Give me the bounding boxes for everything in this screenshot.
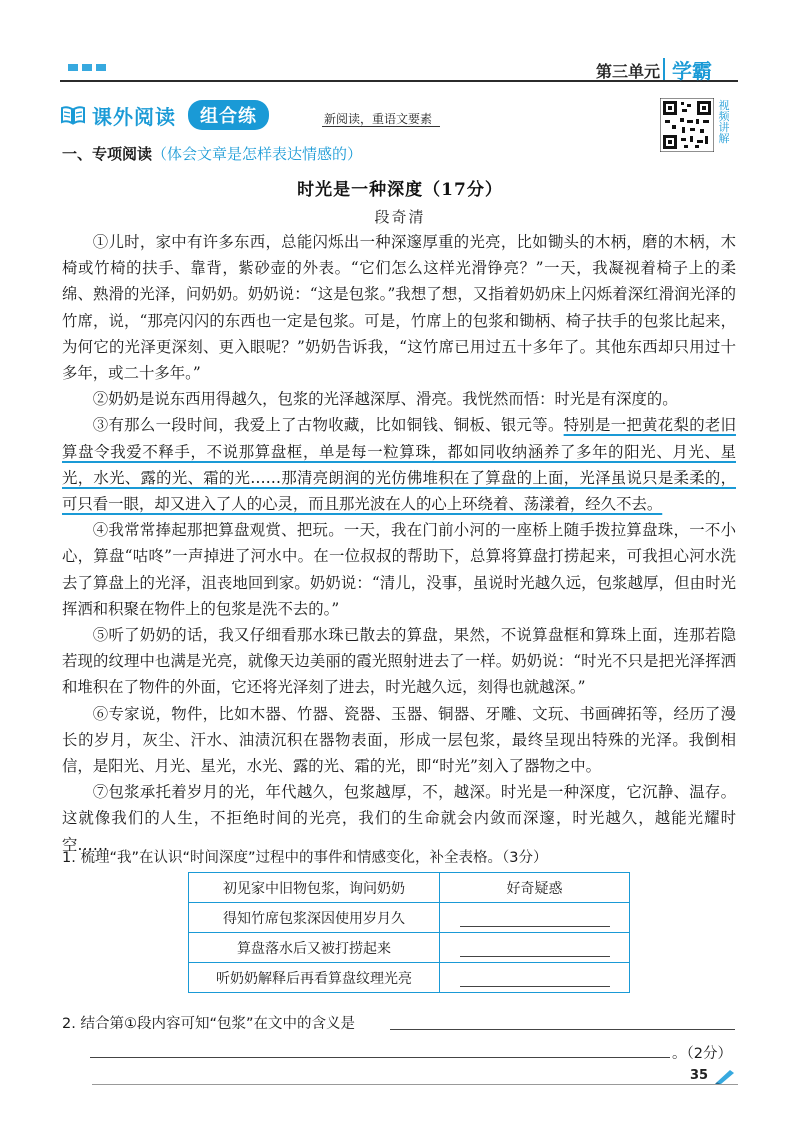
header-divider bbox=[663, 58, 665, 80]
article-title: 时光是一种深度（17分） bbox=[297, 180, 503, 200]
table-row bbox=[189, 903, 630, 933]
paragraph-3-lead: ③有那么一段时间，我爱上了古物收藏，比如铜钱、铜板、银元等。 bbox=[92, 416, 564, 435]
article-body bbox=[62, 229, 736, 858]
paragraph-5: ⑤听了奶奶的话，我又仔细看那水珠已散去的算盘，果然，不说算盘框和算珠上面，连那若隐若现的纹理中也满是光亮，就像天边美丽的霞光照射进去了一样。奶奶说：“时光不只是把光泽挥洒和堆积在了物件的外面，它还将光泽刻了进去，时光越久远，刻得也就越深。” bbox=[62, 626, 736, 697]
answer-blank[interactable] bbox=[440, 963, 630, 993]
question-1-prompt: 1. 梳理“我”在认识“时间深度”过程中的事件和情感变化，补全表格。（3分） bbox=[62, 850, 548, 866]
section-banner bbox=[60, 100, 269, 130]
paragraph-3 bbox=[62, 412, 736, 517]
table-row bbox=[189, 933, 630, 963]
answer-blank[interactable] bbox=[440, 903, 630, 933]
paragraph-1: ①儿时，家中有许多东西，总能闪烁出一种深邃厚重的光亮，比如锄头的木柄，磨的木柄，木椅或竹椅的扶手、靠背，紫砂壶的外表。“它们怎么这样光滑铮亮？”一天，我凝视着椅子上的柔绵、熟滑的光泽，问奶奶。奶奶说：“这是包浆。”我想了想，又指着奶奶床上闪烁着深红滑润光泽的竹席，说，“那亮闪闪的东西也一定是包浆。可是，竹席上的包浆和锄柄、椅子扶手的包浆比起来，为何它的光泽更深刻、更入眼呢？”奶奶告诉我，“这竹席已用过五十多年了。其他东西却只用过十多年，或二十多年。” bbox=[62, 233, 736, 383]
tagline-underline bbox=[322, 126, 440, 127]
banner-tagline: 新阅读，重语文要素 bbox=[324, 112, 433, 126]
unit-label: 第三单元 bbox=[596, 62, 661, 81]
section-heading-text: 一、专项阅读 bbox=[62, 145, 153, 163]
table-row bbox=[189, 873, 630, 903]
footer-rule bbox=[92, 1084, 738, 1085]
open-book-icon bbox=[60, 104, 86, 126]
question-2-score: 。（2分） bbox=[672, 1046, 732, 1062]
qr-code-icon[interactable] bbox=[660, 98, 714, 152]
banner-title: 课外阅读 bbox=[92, 104, 176, 129]
question-2-prompt: 2. 结合第①段内容可知“包浆”在文中的含义是 bbox=[62, 1016, 355, 1032]
emotion-table bbox=[188, 872, 630, 993]
table-cell-event: 得知竹席包浆深因使用岁月久 bbox=[189, 903, 440, 933]
banner-badge: 组合练 bbox=[188, 100, 269, 130]
section-heading bbox=[62, 143, 362, 164]
answer-line[interactable] bbox=[460, 908, 610, 927]
page-number: 35 bbox=[690, 1068, 709, 1083]
answer-line[interactable] bbox=[460, 968, 610, 987]
answer-blank[interactable] bbox=[440, 933, 630, 963]
table-cell-event: 初见家中旧物包浆，询问奶奶 bbox=[189, 873, 440, 903]
answer-line[interactable] bbox=[90, 1057, 670, 1058]
paragraph-4: ④我常常捧起那把算盘观赏、把玩。一天，我在门前小河的一座桥上随手拨拉算盘珠，一不小心，算盘“咕咚”一声掉进了河水中。在一位叔叔的帮助下，总算将算盘打捞起来，可我担心河水洗去了算盘上的光泽，沮丧地回到家。奶奶说：“清儿，没事，虽说时光越久远，包浆越厚，但由时光挥洒和积聚在物件上的包浆是洗不去的。” bbox=[62, 521, 736, 618]
table-cell-event: 算盘落水后又被打捞起来 bbox=[189, 933, 440, 963]
answer-line[interactable] bbox=[390, 1029, 735, 1030]
section-heading-note: （体会文章是怎样表达情感的） bbox=[152, 145, 363, 163]
table-cell-feeling: 好奇疑惑 bbox=[440, 873, 630, 903]
header-decoration bbox=[68, 64, 106, 71]
table-row bbox=[189, 963, 630, 993]
brand-logo-text: 学霸 bbox=[672, 59, 712, 83]
paragraph-3-underlined: 特别是一把黄花梨的老旧算盘令我爱不释手，不说那算盘框，单是每一粒算珠，都如同收纳涵养了多年的阳光、月光、星光，水光、露的光、霜的光……那清亮朗润的光仿佛堆积在了算盘的上面，光泽虽说只是柔柔的，可只看一眼，却又进入了人的心灵，而且那光波在人的心上环绕着、荡漾着，经久不去。 bbox=[62, 416, 736, 514]
qr-video-label: 视频讲解 bbox=[718, 99, 730, 145]
answer-line[interactable] bbox=[460, 938, 610, 957]
paragraph-6: ⑥专家说，物件，比如木器、竹器、瓷器、玉器、铜器、牙雕、文玩、书画碑拓等，经历了漫长的岁月，灰尘、汗水、油渍沉积在器物表面，形成一层包浆，最终呈现出特殊的光泽。我倒相信，是阳光、月光、星光，水光、露的光、霜的光，即“时光”刻入了器物之中。 bbox=[62, 704, 736, 776]
table-cell-event: 听奶奶解释后再看算盘纹理光亮 bbox=[189, 963, 440, 993]
paragraph-7: ⑦包浆承托着岁月的光，年代越久，包浆越厚，不，越深。时光是一种深度，它沉静、温存。这就像我们的人生，不拒绝时间的光亮，我们的生命就会内敛而深邃，时光越久，越能光耀时空…… bbox=[62, 783, 736, 854]
paragraph-2: ②奶奶是说东西用得越久，包浆的光泽越深厚、滑亮。我恍然而悟：时光是有深度的。 bbox=[92, 390, 678, 409]
article-author: 段奇清 bbox=[374, 208, 426, 226]
pencil-icon bbox=[714, 1068, 736, 1084]
